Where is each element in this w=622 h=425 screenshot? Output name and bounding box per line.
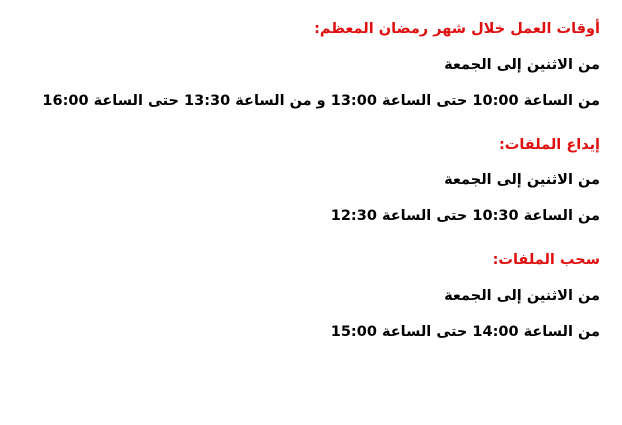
section-heading-file-submission: إيداع الملفات:: [498, 136, 600, 153]
ramadan-hours-days: من الاثنين إلى الجمعة: [444, 56, 600, 73]
file-submission-days: من الاثنين إلى الجمعة: [444, 172, 600, 189]
file-collection-days: من الاثنين إلى الجمعة: [444, 287, 600, 304]
file-submission-times: من الساعة 10:30 حتى الساعة 12:30: [330, 208, 600, 225]
ramadan-hours-times: من الساعة 10:00 حتى الساعة 13:00 و من الساعة 13:30 حتى الساعة 16:00: [42, 92, 600, 109]
section-heading-ramadan-hours: أوقات العمل خلال شهر رمضان المعظم:: [314, 21, 600, 37]
file-collection-times: من الساعة 14:00 حتى الساعة 15:00: [330, 323, 600, 340]
section-heading-file-collection: سحب الملفات:: [492, 252, 600, 269]
